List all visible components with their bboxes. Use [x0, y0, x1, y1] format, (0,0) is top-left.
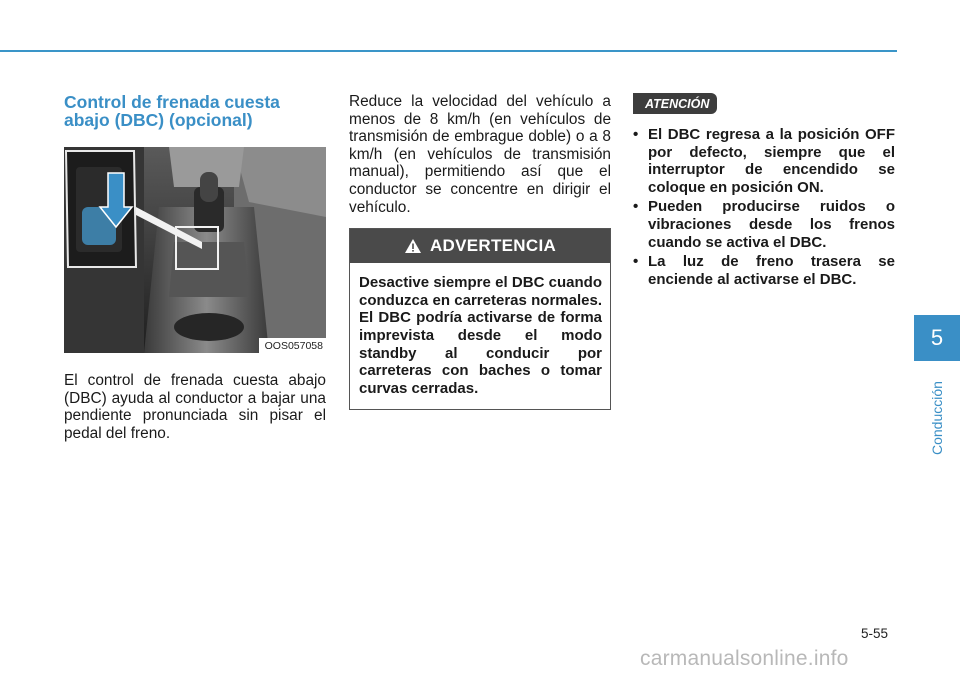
list-item: • El DBC regresa a la posición OFF por defecto, siempre que el interruptor de encendido se coloque en posición ON. [633, 126, 895, 196]
column-right [633, 93, 895, 290]
chapter-number-tab: 5 [914, 315, 960, 361]
list-item: • Pueden producirse ruidos o vibraciones desde los frenos cuando se activa el DBC. [633, 198, 895, 251]
caution-item-text: Pueden producirse ruidos o vibraciones desde los frenos cuando se activa el DBC. [648, 198, 895, 251]
column-middle [349, 93, 611, 410]
caution-item-text: La luz de freno trasera se enciende al activarse el DBC. [648, 253, 895, 288]
section-title: Control de frenada cuesta abajo (DBC) (opcional) [64, 92, 280, 130]
console-illustration [64, 147, 326, 353]
warning-box [349, 228, 611, 410]
caution-item-text: El DBC regresa a la posición OFF por defecto, siempre que el interruptor de encendido se coloque en posición ON. [648, 126, 895, 196]
chapter-name: Conducción [929, 381, 945, 455]
photo-reference-code: OOS057058 [259, 338, 326, 353]
column-left [64, 93, 326, 442]
warning-triangle-icon [404, 238, 422, 254]
dbc-switch-photo [64, 147, 326, 353]
caution-list [633, 126, 895, 288]
intro-paragraph: El control de frenada cuesta abajo (DBC) ayuda al conductor a bajar una pendiente pronunciada sin pisar el pedal del freno. [64, 372, 326, 442]
speed-paragraph: Reduce la velocidad del vehículo a menos de 8 km/h (en vehículos de transmisión de embrague doble) o a 8 km/h (en vehículos de transmisión manual), permitiendo así que el conductor se concentre en dirigir el vehículo. [349, 93, 611, 216]
warning-text: Desactive siempre el DBC cuando conduzca en carreteras normales. El DBC podría activarse de forma imprevista desde el modo standby al conducir por carreteras con baches o tomar curvas cerradas. [359, 274, 602, 397]
watermark: carmanualsonline.info [640, 647, 849, 670]
warning-title: ADVERTENCIA [429, 236, 557, 256]
caution-label: ATENCIÓN [633, 93, 717, 114]
warning-header [350, 229, 610, 263]
page-number: 5-55 [861, 626, 889, 641]
list-item: • La luz de freno trasera se enciende al activarse el DBC. [633, 253, 895, 288]
top-rule [0, 50, 897, 52]
